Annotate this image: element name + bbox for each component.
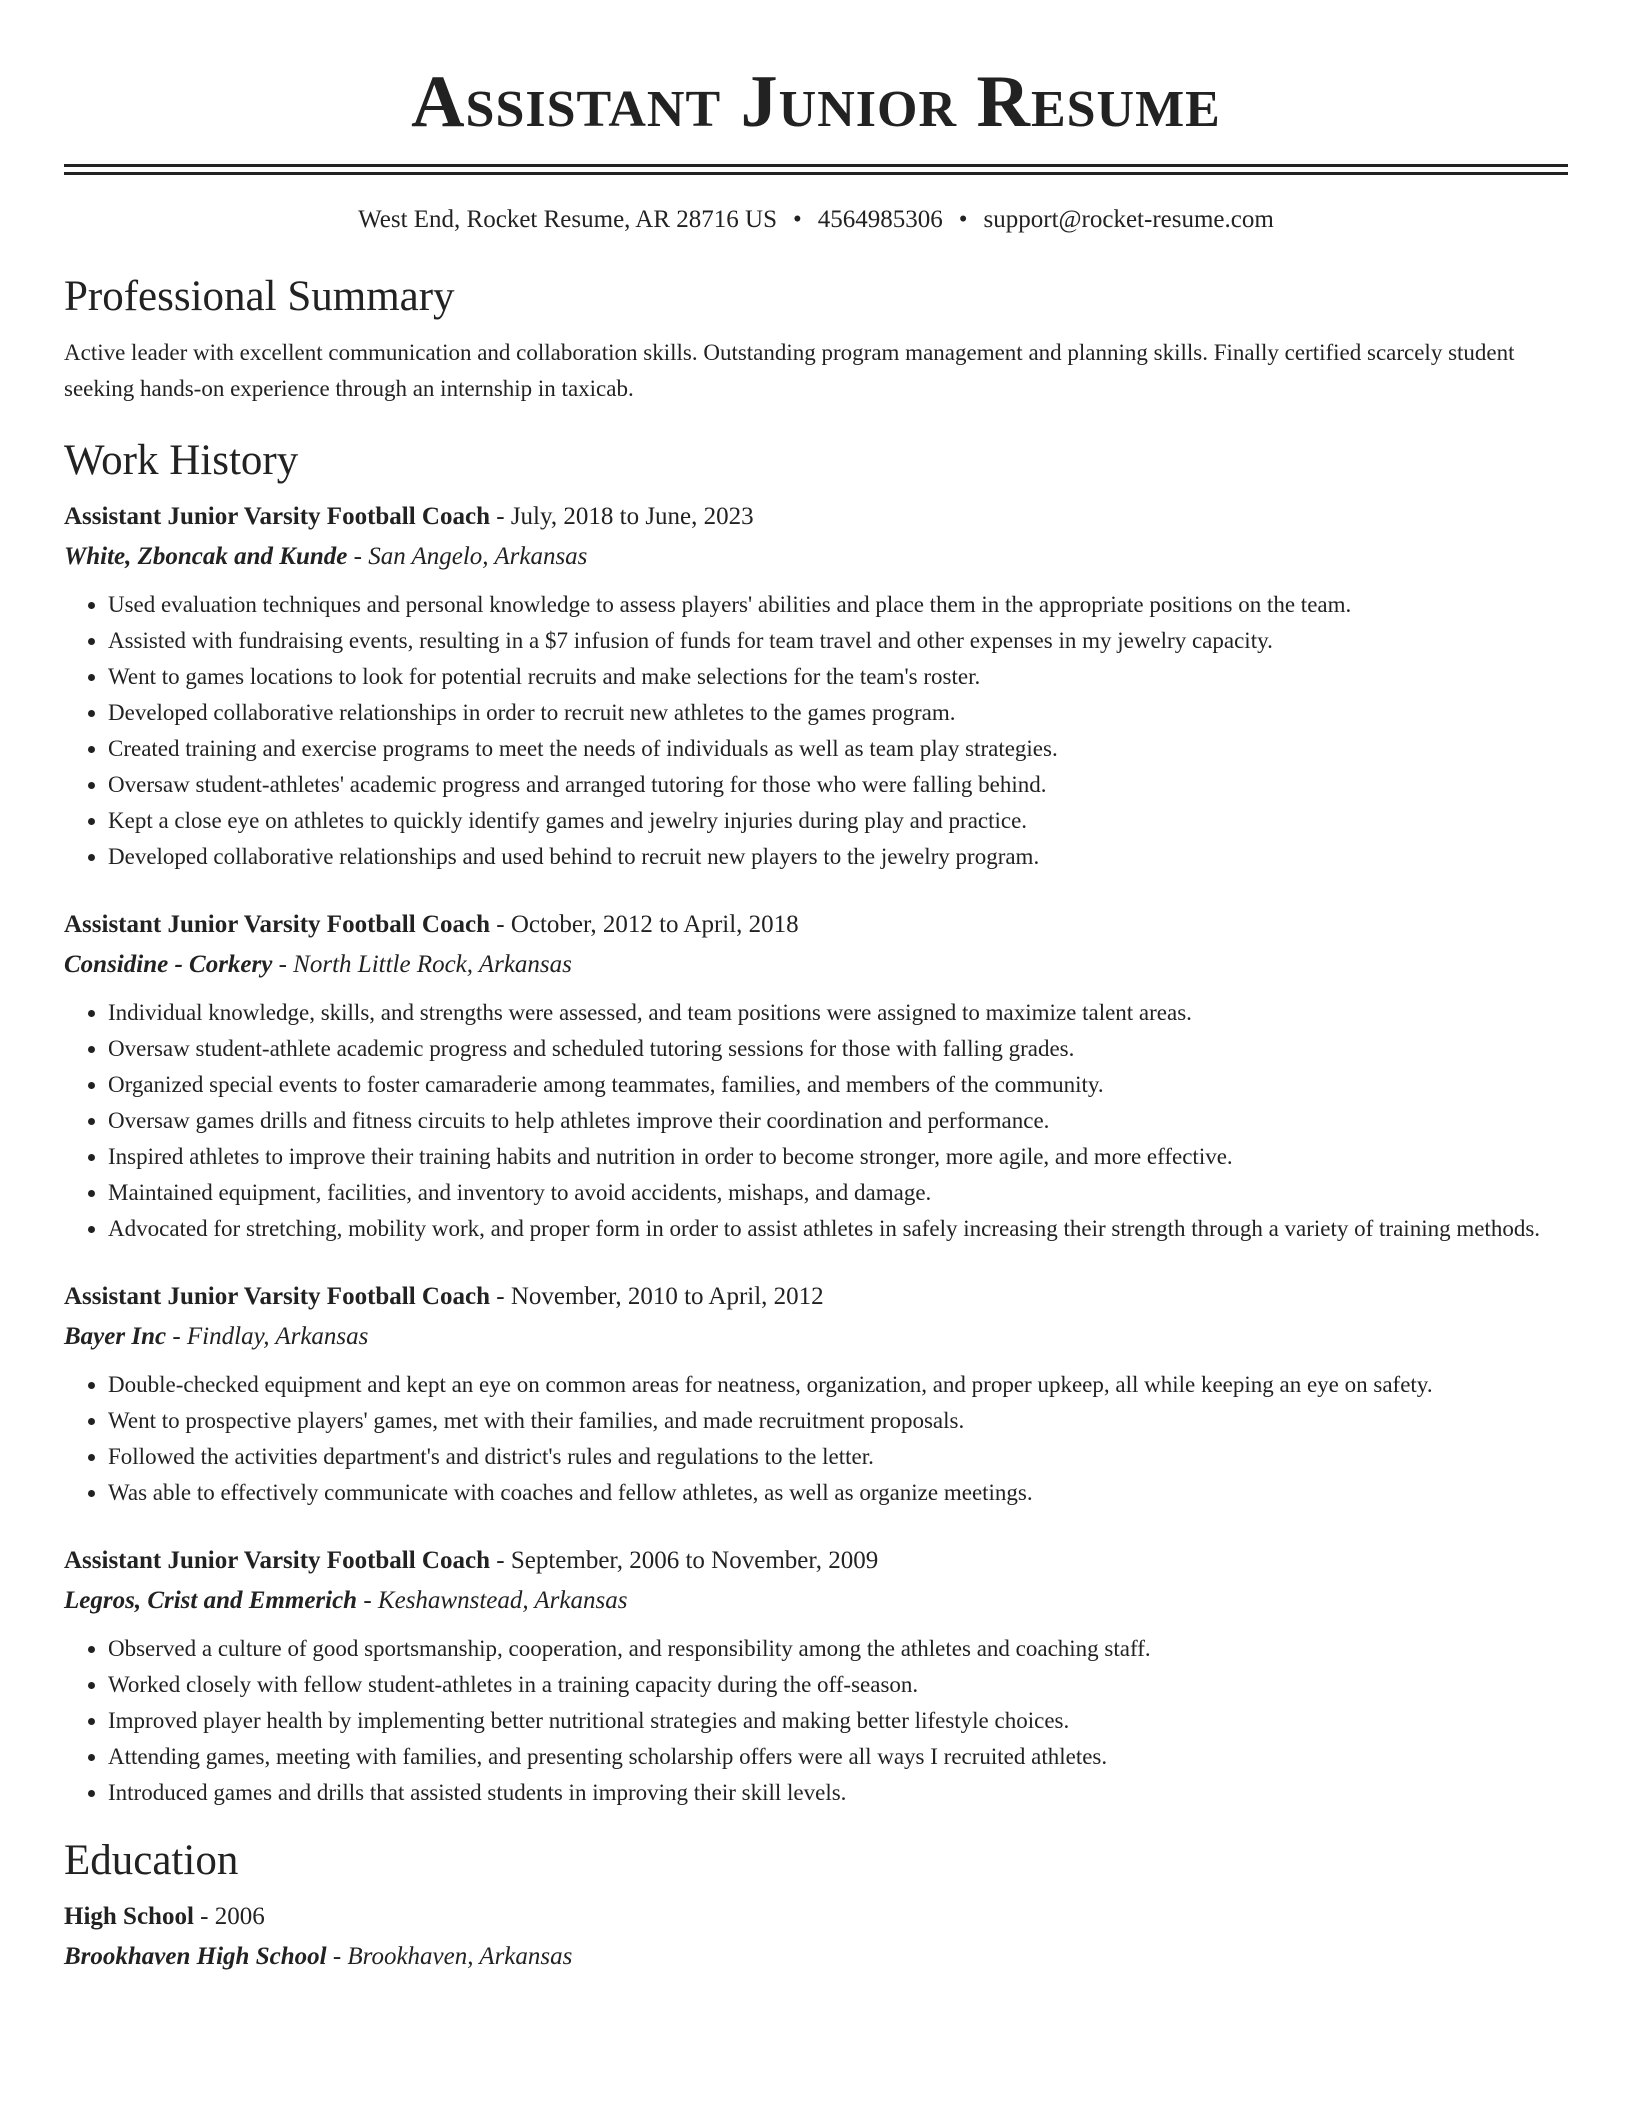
- job-organization: [64, 1581, 1568, 1621]
- education-school-line: [64, 1937, 1568, 1977]
- job-bullet: • Went to prospective players' games, met with their families, and made recruitment proposals.: [108, 1403, 1568, 1439]
- job-bullet: • Maintained equipment, facilities, and inventory to avoid accidents, mishaps, and damage.: [108, 1175, 1568, 1211]
- contact-separator: •: [958, 206, 968, 233]
- contact-line: [64, 205, 1568, 235]
- job-bullet: • Developed collaborative relationships and used behind to recruit new players to the jewelry program.: [108, 839, 1568, 875]
- job-role: Assistant Junior Varsity Football Coach: [64, 1547, 490, 1574]
- job-bullet: • Assisted with fundraising events, resulting in a $7 infusion of funds for team travel and other expenses in my jewelry capacity.: [108, 623, 1568, 659]
- resume-title: Assistant Junior Resume: [411, 61, 1221, 143]
- job-header: [64, 905, 1568, 945]
- education-year: - 2006: [193, 1903, 265, 1930]
- job-header: [64, 1541, 1568, 1581]
- job-bullet: • Observed a culture of good sportsmanship, cooperation, and responsibility among the athletes and coaching staff.: [108, 1631, 1568, 1667]
- job-role: Assistant Junior Varsity Football Coach: [64, 503, 490, 530]
- job-location: - North Little Rock, Arkansas: [272, 951, 572, 978]
- summary-text: Active leader with excellent communication and collaboration skills. Outstanding program management and planning skills. Finally certified scarcely student seeking hands-on experience through an internship in taxicab.: [64, 340, 1515, 401]
- job-company: Legros, Crist and Emmerich: [64, 1587, 358, 1614]
- job-bullet: • Oversaw student-athlete academic progress and scheduled tutoring sessions for those with falling grades.: [108, 1031, 1568, 1067]
- contact-address: West End, Rocket Resume, AR 28716 US: [358, 206, 777, 233]
- job-location: - Keshawnstead, Arkansas: [357, 1587, 628, 1614]
- job-entry: [64, 1277, 1568, 1511]
- job-bullet: • Used evaluation techniques and personal knowledge to assess players' abilities and place them in the appropriate positions on the team.: [108, 587, 1568, 623]
- job-header: [64, 497, 1568, 537]
- job-organization: [64, 537, 1568, 577]
- job-bullet: • Created training and exercise programs to meet the needs of individuals as well as team play strategies.: [108, 731, 1568, 767]
- job-bullet: • Organized special events to foster camaraderie among teammates, families, and members of the community.: [108, 1067, 1568, 1103]
- job-bullet: • Oversaw games drills and fitness circuits to help athletes improve their coordination and performance.: [108, 1103, 1568, 1139]
- job-organization: [64, 1317, 1568, 1357]
- job-bullet: • Double-checked equipment and kept an eye on common areas for neatness, organization, and proper upkeep, all while keeping an eye on safety.: [108, 1367, 1568, 1403]
- job-entry: [64, 905, 1568, 1247]
- title-double-rule: [64, 164, 1568, 175]
- job-bullet: • Introduced games and drills that assisted students in improving their skill levels.: [108, 1775, 1568, 1811]
- job-bullet-list: [64, 1367, 1568, 1511]
- education-header: [64, 1897, 1568, 1937]
- job-bullet: • Oversaw student-athletes' academic progress and arranged tutoring for those who were falling behind.: [108, 767, 1568, 803]
- job-bullet: • Inspired athletes to improve their training habits and nutrition in order to become stronger, more agile, and more effective.: [108, 1139, 1568, 1175]
- job-bullet: • Worked closely with fellow student-athletes in a training capacity during the off-season.: [108, 1667, 1568, 1703]
- job-dates: - July, 2018 to June, 2023: [490, 503, 754, 530]
- education-school: Brookhaven High School: [64, 1943, 327, 1970]
- job-bullet: • Was able to effectively communicate with coaches and fellow athletes, as well as organize meetings.: [108, 1475, 1568, 1511]
- summary-heading: Professional Summary: [64, 273, 455, 320]
- job-entry: [64, 1541, 1568, 1811]
- contact-separator: •: [792, 206, 802, 233]
- contact-phone: 4564985306: [817, 206, 943, 233]
- job-bullet: • Developed collaborative relationships in order to recruit new athletes to the games program.: [108, 695, 1568, 731]
- education-location: - Brookhaven, Arkansas: [326, 1943, 573, 1970]
- job-bullet: • Individual knowledge, skills, and strengths were assessed, and team positions were assigned to maximize talent areas.: [108, 995, 1568, 1031]
- contact-email: support@rocket-resume.com: [983, 206, 1274, 233]
- job-bullet: • Attending games, meeting with families, and presenting scholarship offers were all ways I recruited athletes.: [108, 1739, 1568, 1775]
- job-bullet: • Kept a close eye on athletes to quickly identify games and jewelry injuries during play and practice.: [108, 803, 1568, 839]
- job-location: - San Angelo, Arkansas: [347, 543, 588, 570]
- job-role: Assistant Junior Varsity Football Coach: [64, 1283, 490, 1310]
- education-entry: [64, 1897, 1568, 1977]
- job-bullet: • Improved player health by implementing better nutritional strategies and making better lifestyle choices.: [108, 1703, 1568, 1739]
- job-dates: - October, 2012 to April, 2018: [490, 911, 799, 938]
- job-header: [64, 1277, 1568, 1317]
- education-degree: High School: [64, 1903, 194, 1930]
- job-dates: - November, 2010 to April, 2012: [490, 1283, 824, 1310]
- job-bullet: • Followed the activities department's and district's rules and regulations to the letter.: [108, 1439, 1568, 1475]
- job-location: - Findlay, Arkansas: [166, 1323, 369, 1350]
- job-company: Bayer Inc: [64, 1323, 167, 1350]
- job-company: Considine - Corkery: [64, 951, 273, 978]
- job-organization: [64, 945, 1568, 985]
- job-bullet-list: [64, 995, 1568, 1247]
- job-bullet-list: [64, 587, 1568, 875]
- work-history-heading: Work History: [64, 437, 299, 484]
- job-bullet-list: [64, 1631, 1568, 1811]
- job-bullet: • Went to games locations to look for potential recruits and make selections for the team's roster.: [108, 659, 1568, 695]
- job-dates: - September, 2006 to November, 2009: [490, 1547, 879, 1574]
- job-bullet: • Advocated for stretching, mobility work, and proper form in order to assist athletes in safely increasing their strength through a variety of training methods.: [108, 1211, 1568, 1247]
- education-heading: Education: [64, 1837, 239, 1884]
- job-company: White, Zboncak and Kunde: [64, 543, 348, 570]
- job-role: Assistant Junior Varsity Football Coach: [64, 911, 490, 938]
- job-entry: [64, 497, 1568, 875]
